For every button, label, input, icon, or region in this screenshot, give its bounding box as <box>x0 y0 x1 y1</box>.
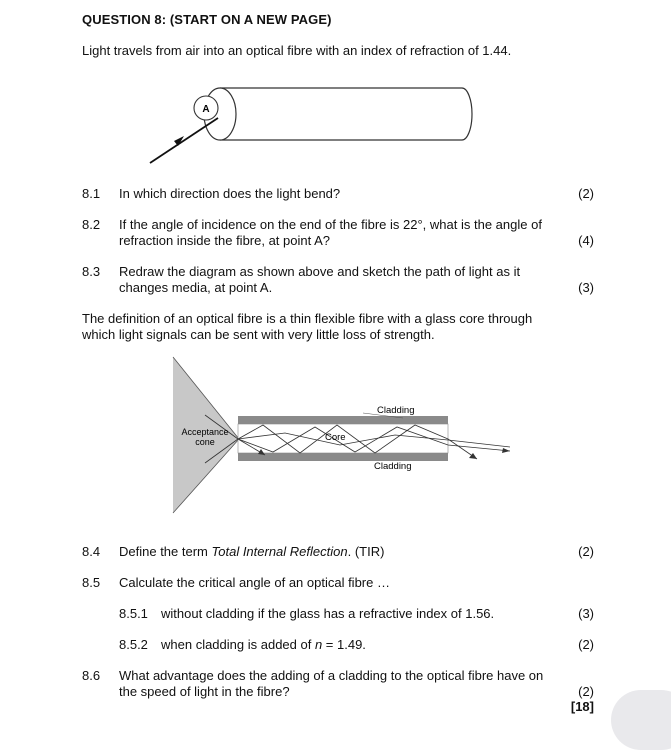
q8-2-number: 8.2 <box>82 217 101 232</box>
q8-4-number: 8.4 <box>82 544 101 559</box>
q8-6-number: 8.6 <box>82 668 101 683</box>
q8-5-2-text <box>161 637 366 652</box>
page-corner-overlay <box>611 690 671 750</box>
fibre-diagram <box>140 80 485 170</box>
incident-ray <box>150 118 218 163</box>
q8-5-2-suffix: = 1.49. <box>322 637 366 652</box>
q8-2-mark: (4) <box>578 233 594 248</box>
definition-text: The definition of an optical fibre is a thin flexible fibre with a glass core through which light signals can be sent with very little loss of strength. <box>82 311 533 342</box>
q8-1-number: 8.1 <box>82 186 101 201</box>
q8-5-2-prefix: when cladding is added of <box>161 637 315 652</box>
q8-5-1-text: without cladding if the glass has a refractive index of 1.56. <box>161 606 495 621</box>
q8-4-mark: (2) <box>578 544 594 559</box>
fibre-cylinder-outline <box>220 88 472 140</box>
q8-5-1-mark: (3) <box>578 606 594 621</box>
q8-5-1-number: 8.5.1 <box>119 606 148 621</box>
cladding-bottom-bar <box>238 453 448 461</box>
q8-1-mark: (2) <box>578 186 594 201</box>
acceptance-label-line1: Acceptance <box>181 427 229 437</box>
q8-2-text: If the angle of incidence on the end of the fibre is 22°, what is the angle of refraction inside the fibre, at point A? <box>119 217 542 248</box>
point-a-label: A <box>202 104 210 115</box>
optical-fibre-diagram <box>165 355 525 520</box>
q8-3-text: Redraw the diagram as shown above and sketch the path of light as it changes media, at point A. <box>119 264 521 295</box>
q8-5-text: Calculate the critical angle of an optical fibre … <box>119 575 390 590</box>
cladding-bottom-label: Cladding <box>374 461 412 472</box>
q8-4-term: Total Internal Reflection <box>211 544 348 559</box>
intro-text: Light travels from air into an optical fibre with an index of refraction of 1.44. <box>82 43 512 58</box>
q8-4-prefix: Define the term <box>119 544 212 559</box>
cladding-top-bar <box>238 416 448 424</box>
q8-3-mark: (3) <box>578 280 594 295</box>
q8-4-suffix: . (TIR) <box>347 544 385 559</box>
total-marks: [18] <box>570 699 594 714</box>
q8-3-number: 8.3 <box>82 264 101 279</box>
q8-1-text: In which direction does the light bend? <box>119 186 341 201</box>
q8-5-2-mark: (2) <box>578 637 594 652</box>
q8-6-text: What advantage does the adding of a cladding to the optical fibre have on the speed of light in the fibre? <box>119 668 544 699</box>
ray-arrow-2 <box>502 448 510 453</box>
question-heading: QUESTION 8: (START ON A NEW PAGE) <box>82 12 332 27</box>
cladding-top-label: Cladding <box>377 405 415 416</box>
q8-6-mark: (2) <box>578 684 594 699</box>
core-label: Core <box>325 432 346 443</box>
q8-5-number: 8.5 <box>82 575 101 590</box>
q8-5-2-variable: n <box>314 637 323 652</box>
q8-4-text <box>119 544 559 560</box>
q8-5-2-number: 8.5.2 <box>119 637 148 652</box>
acceptance-label-line2: cone <box>195 437 215 447</box>
